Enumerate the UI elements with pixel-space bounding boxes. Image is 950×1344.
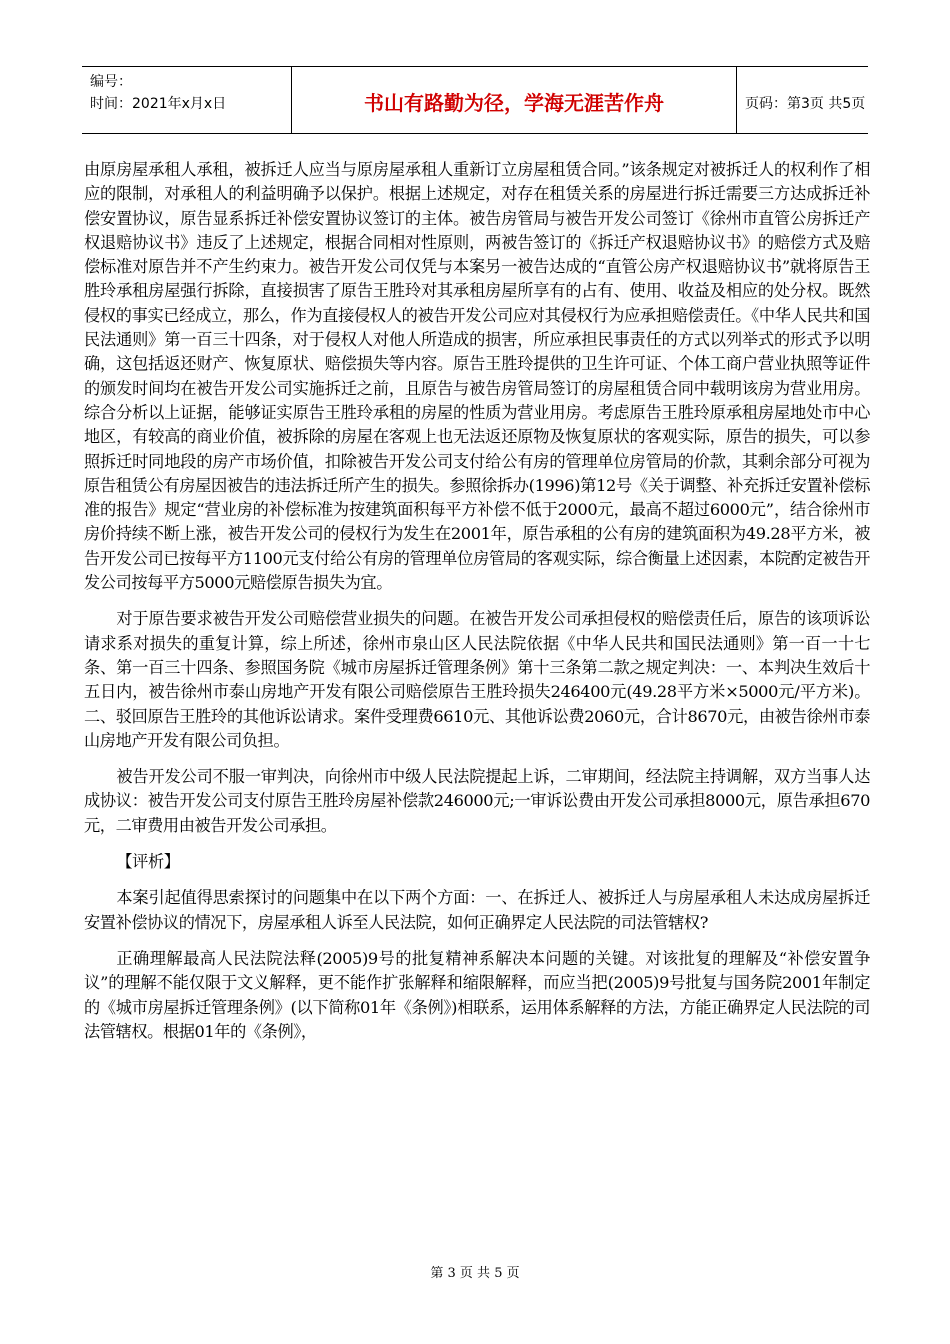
header-left-cell	[82, 67, 292, 133]
page-header	[82, 66, 868, 134]
document-number-label: 编号：	[90, 74, 132, 90]
header-page-info: 页码：第3页 共5页	[745, 96, 866, 112]
body-paragraph: 本案引起值得思索探讨的问题集中在以下两个方面：一、在拆迁人、被拆迁人与房屋承租人未达成房屋拆迁安置补偿协议的情况下，房屋承租人诉至人民法院，如何正确界定人民法院的司法管辖权?	[84, 888, 870, 932]
section-heading: 【评析】	[116, 852, 180, 872]
header-motto-cell	[292, 67, 737, 133]
body-paragraph: 由原房屋承租人承租，被拆迁人应当与原房屋承租人重新订立房屋租赁合同。”该条规定对被拆迁人的权利作了相应的限制，对承租人的利益明确予以保护。根据上述规定，对存在租赁关系的房屋进行拆迁需要三方达成拆迁补偿安置协议，原告显系拆迁补偿安置协议签订的主体。被告房管局与被告开发公司签订《徐州市直管公房拆迁产权退赔协议书》违反了上述规定，根据合同相对性原则，两被告签订的《拆迁产权退赔协议书》的赔偿方式及赔偿标准对原告并不产生约束力。被告开发公司仅凭与本案另一被告达成的“直管公房产权退赔协议书”就将原告王胜玲承租房屋强行拆除，直接损害了原告王胜玲对其承租房屋所享有的占有、使用、收益及相应的处分权。既然侵权的事实已经成立，那么，作为直接侵权人的被告开发公司应对其侵权行为应承担赔偿责任。《中华人民共和国民法通则》第一百三十四条，对于侵权人对他人所造成的损害，所应承担民事责任的方式以列举式的形式予以明确，这包括返还财产、恢复原状、赔偿损失等内容。原告王胜玲提供的卫生许可证、个体工商户营业执照等证件的颁发时间均在被告开发公司实施拆迁之前，且原告与被告房管局签订的房屋租赁合同中载明该房为营业用房。综合分析以上证据，能够证实原告王胜玲承租的房屋的性质为营业用房。考虑原告王胜玲原承租房屋地处市中心地区，有较高的商业价值，被拆除的房屋在客观上也无法返还原物及恢复原状的客观实际，原告的损失，可以参照拆迁时同地段的房产市场价值，扣除被告开发公司支付给公有房的管理单位房管局的价款，其剩余部分可视为原告租赁公有房屋因被告的违法拆迁所产生的损失。参照徐拆办(1996)第12号《关于调整、补充拆迁安置补偿标准的报告》规定“营业房的补偿标准为按建筑面积每平方补偿不低于2000元，最高不超过6000元”，结合徐州市房价持续不断上涨，被告开发公司的侵权行为发生在2001年，原告承租的公有房的建筑面积为49.28平方米，被告开发公司已按每平方1100元支付给公有房的管理单位房管局的客观实际，综合衡量上述因素，本院酌定被告开发公司按每平方5000元赔偿原告损失为宜。	[84, 160, 870, 593]
body-paragraph: 正确理解最高人民法院法释(2005)9号的批复精神系解决本问题的关键。对该批复的理解及“补偿安置争议”的理解不能仅限于文义解释，更不能作扩张解释和缩限解释，而应当把(2005)9号批复与国务院2001年制定的《城市房屋拆迁管理条例》(以下简称01年《条例》)相联系，运用体系解释的方法，方能正确界定人民法院的司法管辖权。根据01年的《条例》，	[84, 948, 870, 1041]
body-paragraph: 被告开发公司不服一审判决，向徐州市中级人民法院提起上诉，二审期间，经法院主持调解，双方当事人达成协议：被告开发公司支付原告王胜玲房屋补偿款246000元;一审诉讼费由开发公司承担8000元，原告承担670元，二审费用由被告开发公司承担。	[84, 767, 870, 835]
header-page-cell	[737, 67, 868, 133]
document-body	[84, 158, 870, 1044]
page-footer: 第 3 页 共 5 页	[430, 1266, 520, 1281]
document-time-label: 时间：2021年x月x日	[90, 96, 227, 112]
body-paragraph: 对于原告要求被告开发公司赔偿营业损失的问题。在被告开发公司承担侵权的赔偿责任后，原告的该项诉讼请求系对损失的重复计算，综上所述，徐州市泉山区人民法院依据《中华人民共和国民法通则》第一百一十七条、第一百三十四条、参照国务院《城市房屋拆迁管理条例》第十三条第二款之规定判决：一、本判决生效后十五日内，被告徐州市泰山房地产开发有限公司赔偿原告王胜玲损失246400元(49.28平方米×5000元/平方米)。二、驳回原告王胜玲的其他诉讼请求。案件受理费6610元、其他诉讼费2060元，合计8670元，由被告徐州市泰山房地产开发有限公司负担。	[84, 609, 870, 750]
header-motto: 书山有路勤为径，学海无涯苦作舟	[364, 91, 664, 115]
